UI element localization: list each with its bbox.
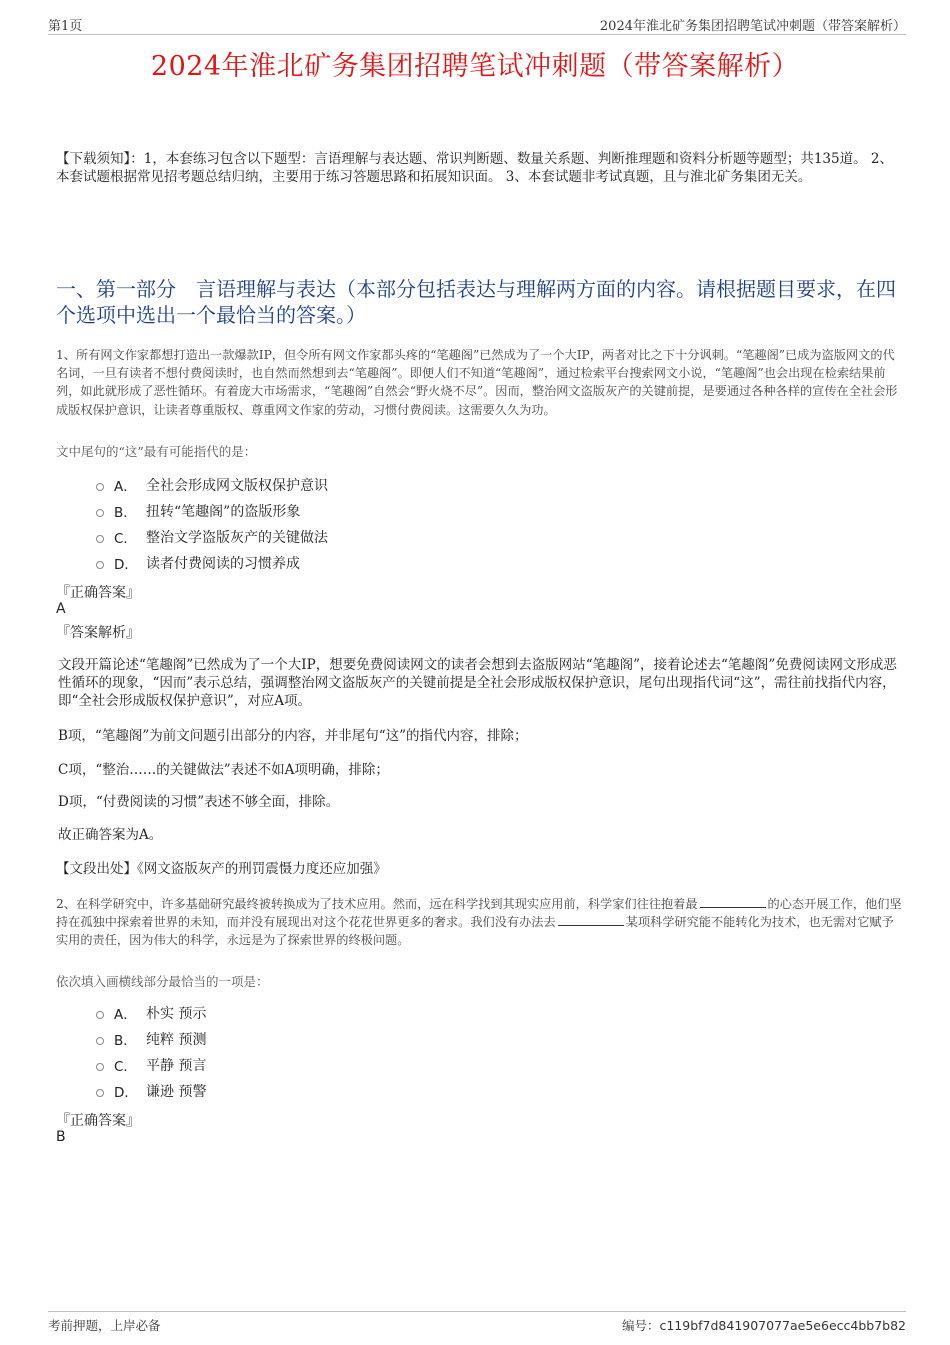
passage-source: 【文段出处】《网文盗版灰产的刑罚震慑力度还应加强》 [56, 861, 387, 877]
analysis-paragraph: C项，“整治……的关键做法”表述不如A项明确，排除； [58, 762, 389, 778]
question-2-prompt: 依次填入画横线部分最恰当的一项是： [56, 974, 269, 989]
analysis-paragraph: 故正确答案为A。 [58, 827, 163, 843]
answer-label: 『正确答案』 [56, 585, 140, 601]
analysis-paragraph: B项，“笔趣阁”为前文问题引出部分的内容，并非尾句“这”的指代内容，排除； [58, 728, 528, 744]
radio-icon[interactable] [96, 483, 104, 491]
footer-code: 编号：c119bf7d841907077ae5e6ecc4bb7b82 [621, 1318, 906, 1333]
radio-icon[interactable] [96, 509, 104, 517]
radio-icon[interactable] [96, 1011, 104, 1019]
fill-blank [558, 913, 624, 926]
footer-slogan: 考前押题，上岸必备 [48, 1318, 161, 1333]
question-1-text: 1、所有网文作家都想打造出一款爆款IP，但令所有网文作家都头疼的“笔趣阁”已然成为了一个大IP，两者对比之下十分讽刺。“笔趣阁”已成为盗版网文的代名词，一旦有读者不想付费阅读时，也自然而然想到去“笔趣阁”。即便人们不知道“笔趣阁”，通过检索平台搜索网文小说，“笔趣阁”也会出现在检索结果前列，如此就形成了恶性循环。有着庞大市场需求，“笔趣阁”自然会“野火烧不尽”。因而，整治网文盗版灰产的关键前提，是要通过各种各样的宣传在全社会形成版权保护意识，让读者尊重版权、尊重网文作家的劳动，习惯付费阅读。这需要久久为功。 [56, 348, 898, 417]
header-doc-title: 2024年淮北矿务集团招聘笔试冲刺题（带答案解析） [599, 19, 906, 34]
analysis-paragraph: D项，“付费阅读的习惯”表述不够全面，排除。 [58, 794, 340, 810]
question-1-prompt: 文中尾句的“这”最有可能指代的是： [56, 444, 257, 459]
page-number: 第1页 [48, 19, 83, 34]
page-header [48, 14, 906, 35]
section-heading: 一、第一部分 言语理解与表达（本部分包括表达与理解两方面的内容。请根据题目要求，在四个选项中选出一个最恰当的答案。） [56, 277, 896, 327]
page-footer [48, 1311, 906, 1334]
question-2-text: 2、在科学研究中，许多基础研究最终被转换成为了技术应用。然而，远在科学找到其现实应用前，科学家们往往抱着最 的心态开展工作，他们坚持在孤独中探索着世界的未知，而并没有展现出对这个花花世界更多的奢求。我们没有办法去 某项科学研究能不能转化为技术，也无需对它赋予实用的责任，因为伟大的科学，永远是为了探索世界的终极问题。 [56, 897, 902, 948]
radio-icon[interactable] [96, 1037, 104, 1045]
answer-value: A [56, 601, 66, 617]
fill-blank [700, 895, 766, 908]
document-title: 2024年淮北矿务集团招聘笔试冲刺题（带答案解析） [150, 51, 800, 82]
answer-value: B [56, 1129, 66, 1145]
radio-icon[interactable] [96, 1063, 104, 1071]
analysis-label: 『答案解析』 [56, 625, 140, 641]
answer-label: 『正确答案』 [56, 1113, 140, 1129]
radio-icon[interactable] [96, 561, 104, 569]
analysis-paragraph: 文段开篇论述“笔趣阁”已然成为了一个大IP，想要免费阅读网文的读者会想到去盗版网站“笔趣阁”，接着论述去“笔趣阁”免费阅读网文形成恶性循环的现象，“因而”表示总结，强调整治网文盗版灰产的关键前提是全社会形成版权保护意识，尾句出现指代词“这”，需往前找指代内容，即“全社会形成版权保护意识”，对应A项。 [58, 657, 897, 709]
download-notice: 【下载须知】：1，本套练习包含以下题型：言语理解与表达题、常识判断题、数量关系题、判断推理题和资料分析题等题型；共135道。 2、本套试题根据常见招考题总结归纳，主要用于练习答题思路和拓展知识面。 3、本套试题非考试真题，且与淮北矿务集团无关。 [56, 151, 893, 185]
radio-icon[interactable] [96, 535, 104, 543]
radio-icon[interactable] [96, 1089, 104, 1097]
